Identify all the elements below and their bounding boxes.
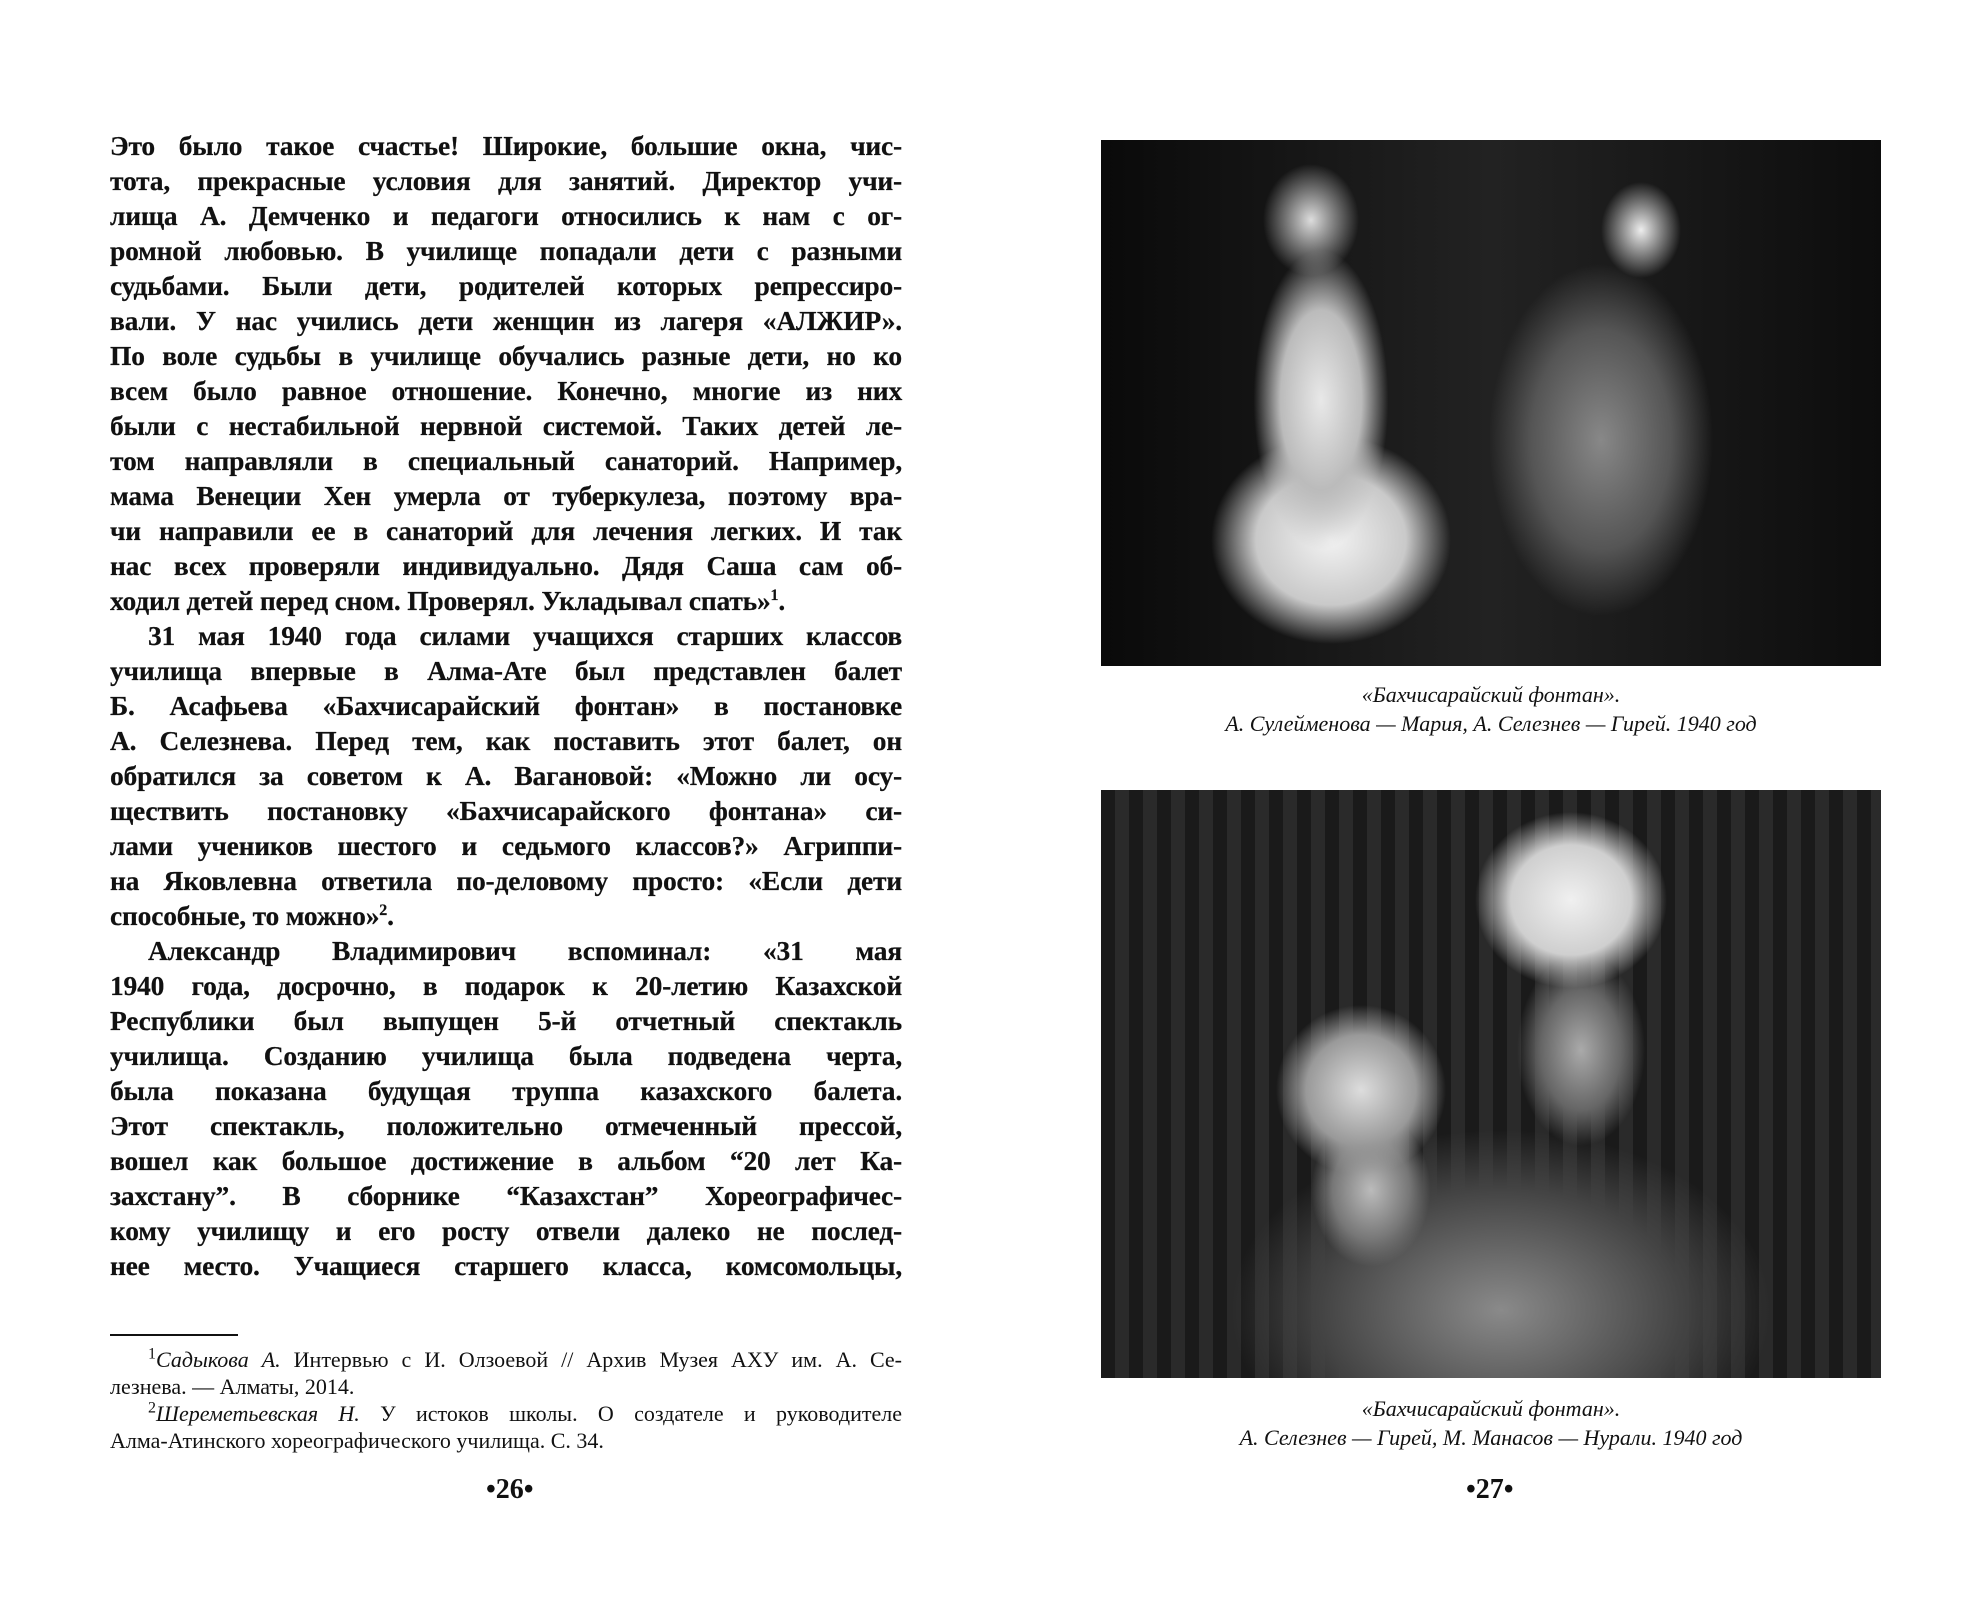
text-line [110,898,902,933]
line-text: Александр Владимирович вспоминал: «31 мая [148,935,902,966]
text-line [110,933,902,968]
text-line [110,408,902,443]
footnotes [110,1346,902,1454]
text-line [110,443,902,478]
text-line [110,513,902,548]
text-line [110,373,902,408]
footnote-number: 1 [148,1345,156,1363]
page-number-right: •27• [1466,1474,1514,1505]
line-text: Республики был выпущен 5-й отчетный спектакль [110,1005,902,1036]
caption-title: «Бахчисарайский фонтан». [1361,1396,1621,1421]
caption-text: А. Селезнев — Гирей, М. Манасов — Нурали. 1940 год [1239,1425,1743,1450]
text-line [110,1073,902,1108]
line-text: ходил детей перед сном. Проверял. Укладывал спать» [110,585,771,616]
text-line [110,198,902,233]
footnote-divider [110,1334,238,1336]
footnote-line [110,1427,902,1454]
line-text: По воле судьбы в училище обучались разные дети, но ко [110,340,902,371]
line-text: судьбами. Были дети, родителей которых репрессиро- [110,270,902,301]
line-text: том направляли в специальный санаторий. Например, [110,445,902,476]
line-text: училища. Созданию училища была подведена черта, [110,1040,902,1071]
footnote-line [110,1346,902,1373]
photo-bakhchisarai-fountain-2 [1101,790,1881,1378]
footnote-author: Садыкова А. [156,1347,281,1372]
text-line [110,793,902,828]
line-text: лами учеников шестого и седьмого классов?» Агриппи- [110,830,902,861]
line-text: чи направили ее в санаторий для лечения легких. И так [110,515,902,546]
line-text: обратился за советом к А. Вагановой: «Можно ли осу- [110,760,902,791]
text-line [110,1003,902,1038]
footnote-text: Алма-Атинского хореографического училища. С. 34. [110,1428,604,1453]
footnote-line [110,1373,902,1400]
footnote-text: лезнева. — Алматы, 2014. [110,1374,355,1399]
text-line [110,653,902,688]
text-line [110,618,902,653]
line-text: 1940 года, досрочно, в подарок к 20-летию Казахской [110,970,902,1001]
text-line [110,1213,902,1248]
line-text: нас всех проверяли индивидуально. Дядя Саша сам об- [110,550,902,581]
footnote-text: У истоков школы. О создателе и руководителе [359,1401,902,1426]
line-text: мама Венеции Хен умерла от туберкулеза, поэтому вра- [110,480,902,511]
text-line [110,128,902,163]
photo-bakhchisarai-fountain-1 [1101,140,1881,666]
text-line [110,1248,902,1283]
line-text: ромной любовью. В училище попадали дети с разными [110,235,902,266]
line-text: лища А. Демченко и педагоги относились к нам с ог- [110,200,902,231]
line-punct: . [778,585,786,616]
footnote-number: 2 [148,1399,156,1417]
line-text: были с нестабильной нервной системой. Таких детей ле- [110,410,902,441]
footnote-text: Интервью с И. Олзоевой // Архив Музея АХУ им. А. Се- [280,1347,902,1372]
text-line [110,233,902,268]
line-text: Это было такое счастье! Широкие, большие окна, чис- [110,130,902,161]
photo-caption-2 [1101,1394,1881,1452]
line-text: Этот спектакль, положительно отмеченный прессой, [110,1110,902,1141]
text-line [110,163,902,198]
line-text: всем было равное отношение. Конечно, многие из них [110,375,902,406]
text-line [110,548,902,583]
line-text: кому училищу и его росту отвели далеко не послед- [110,1215,902,1246]
line-text: ществить постановку «Бахчисарайского фонтана» си- [110,795,902,826]
footnote-author: Шереметьевская Н. [156,1401,360,1426]
text-line [110,688,902,723]
text-line [110,723,902,758]
line-text: была показана будущая труппа казахского балета. [110,1075,902,1106]
line-text: вали. У нас учились дети женщин из лагеря «АЛЖИР». [110,305,902,336]
footnote-ref: 2 [379,901,388,919]
caption-text: А. Сулейменова — Мария, А. Селезнев — Гирей. 1940 год [1225,711,1757,736]
text-line [110,338,902,373]
text-line [110,1108,902,1143]
photo-caption-1 [1101,680,1881,738]
text-line [110,1038,902,1073]
left-page-body-text [110,128,902,1283]
text-line [110,303,902,338]
text-line [110,1143,902,1178]
text-line [110,863,902,898]
text-line [110,828,902,863]
line-text: тота, прекрасные условия для занятий. Директор учи- [110,165,902,196]
line-text: на Яковлевна ответила по-деловому просто: «Если дети [110,865,902,896]
footnote-line [110,1400,902,1427]
footnote-ref: 1 [770,586,779,604]
line-text: вошел как большое достижение в альбом “20 лет Ка- [110,1145,902,1176]
text-line [110,583,902,618]
page-number-left: •26• [486,1474,534,1505]
text-line [110,968,902,1003]
text-line [110,1178,902,1213]
line-text: 31 мая 1940 года силами учащихся старших классов [148,620,902,651]
caption-title: «Бахчисарайский фонтан». [1361,682,1621,707]
line-text: Б. Асафьева «Бахчисарайский фонтан» в постановке [110,690,902,721]
line-punct: . [387,900,394,931]
line-text: захстану”. В сборнике “Казахстан” Хореографичес- [110,1180,902,1211]
line-text: А. Селезнева. Перед тем, как поставить этот балет, он [110,725,902,756]
line-text: нее место. Учащиеся старшего класса, комсомольцы, [110,1250,902,1281]
line-text: способные, то можно» [110,900,380,931]
line-text: училища впервые в Алма-Ате был представлен балет [110,655,902,686]
text-line [110,478,902,513]
text-line [110,758,902,793]
text-line [110,268,902,303]
